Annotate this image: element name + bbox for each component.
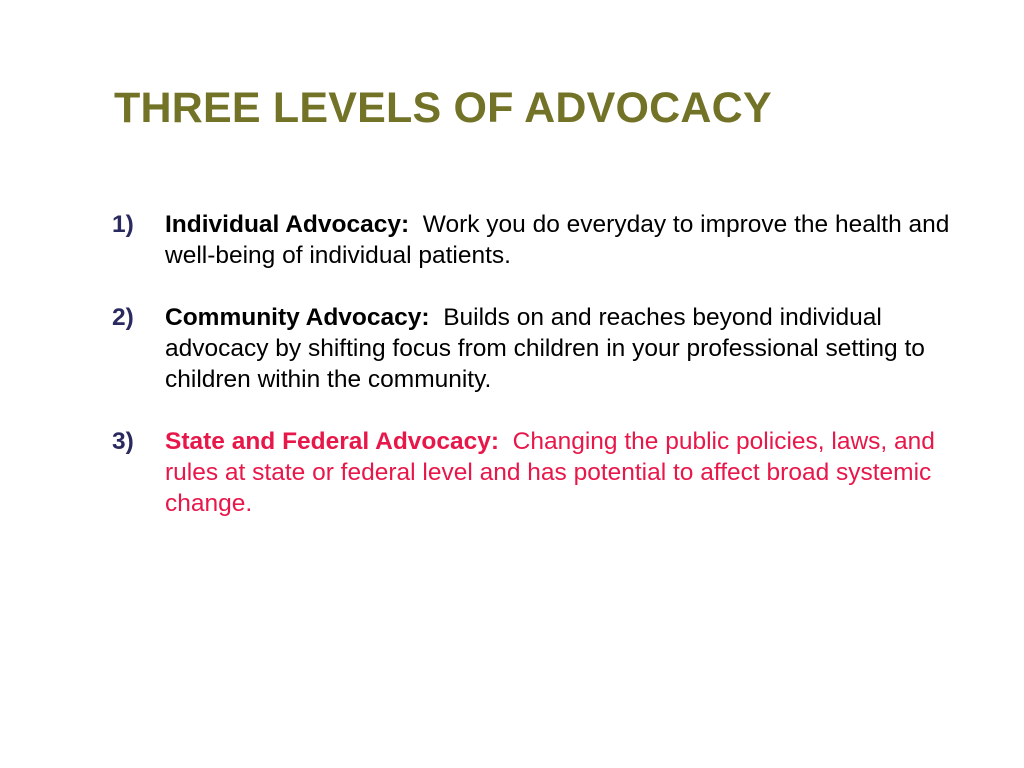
item-number: 1) <box>112 211 134 238</box>
item-number: 2) <box>112 304 134 331</box>
slide-title: THREE LEVELS OF ADVOCACY <box>114 84 772 132</box>
advocacy-levels-list <box>112 209 952 550</box>
item-text: Work you do everyday to improve the health and well-being of individual patients. <box>165 211 950 269</box>
list-item-community-advocacy <box>112 302 952 395</box>
item-heading: Community Advocacy: <box>165 304 430 331</box>
item-number: 3) <box>112 428 134 455</box>
list-item-individual-advocacy <box>112 209 952 271</box>
item-heading: Individual Advocacy: <box>165 211 410 238</box>
item-heading: State and Federal Advocacy: <box>165 428 500 455</box>
item-text: Changing the public policies, laws, and rules at state or federal level and has potential to affect broad systemic change. <box>165 428 935 517</box>
item-text: Builds on and reaches beyond individual advocacy by shifting focus from children in your professional setting to children within the community. <box>165 304 925 393</box>
list-item-state-federal-advocacy <box>112 426 952 519</box>
